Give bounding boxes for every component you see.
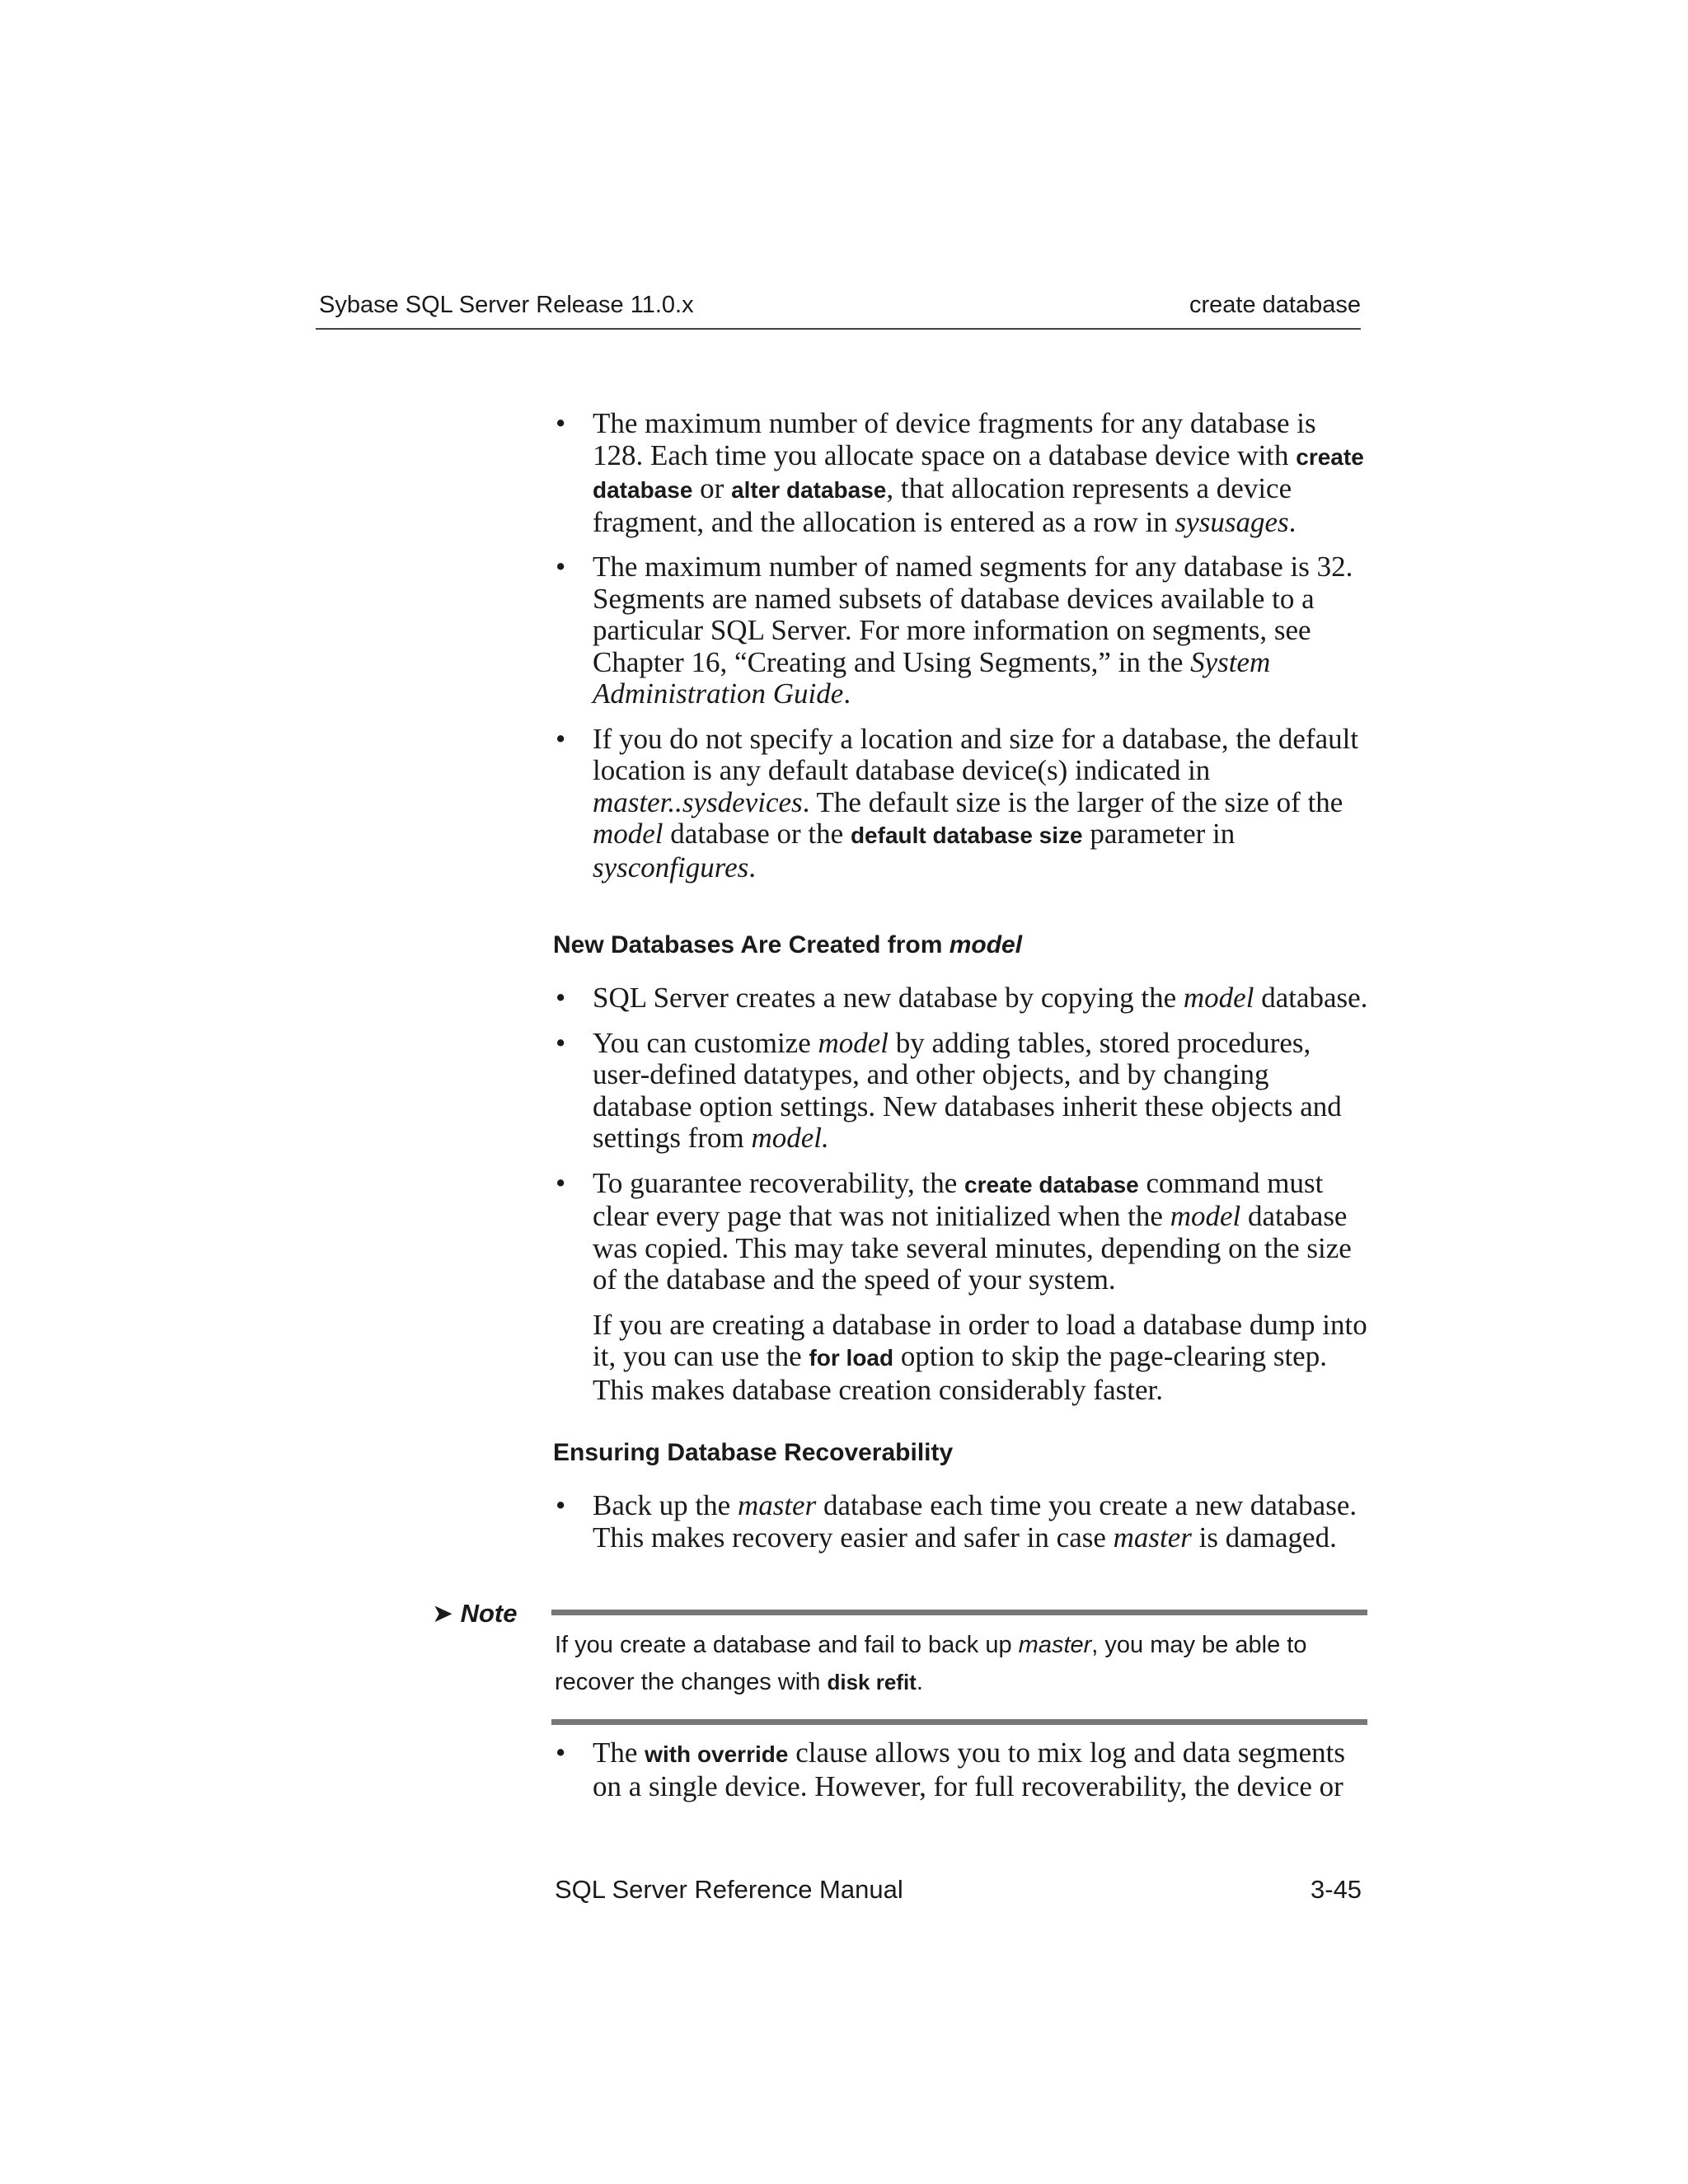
- table-name: sysusages: [1175, 505, 1289, 538]
- text: If you do not specify a location and size for a database, the default location is any default database device(s) indicated in: [593, 722, 1359, 786]
- text: Back up the: [593, 1489, 738, 1521]
- text: or: [692, 472, 732, 504]
- list-item: [553, 1028, 1369, 1155]
- text: database or the: [663, 818, 851, 850]
- text: If you are creating a database in order to load a database dump into it, you can use the: [593, 1308, 1367, 1372]
- text: database.: [1254, 982, 1368, 1014]
- note-top-rule: [551, 1610, 1367, 1615]
- database-name: master: [737, 1489, 817, 1521]
- list-item: [553, 408, 1369, 538]
- bullet-list-top: [553, 408, 1369, 883]
- note-label: ➤ Note: [432, 1599, 518, 1628]
- bullet-icon: •: [556, 407, 566, 439]
- book-title: System Administration Guide: [593, 645, 1271, 710]
- section-heading: New Databases Are Created from model: [553, 931, 1023, 958]
- page-number: 3-45: [1311, 1875, 1362, 1904]
- bullet-list-section2: [553, 1490, 1369, 1554]
- database-name: model: [1170, 1200, 1241, 1232]
- database-name: model.: [751, 1122, 829, 1154]
- text: The maximum number of device fragments for any database is 128. Each time you allocate space on a database device with: [593, 407, 1316, 471]
- database-name: master: [1113, 1521, 1192, 1554]
- text: command must clear every page that was not initialized when the: [593, 1166, 1324, 1232]
- header-section: create database: [1189, 292, 1361, 318]
- page-header: [316, 292, 1361, 330]
- bullet-icon: •: [556, 1166, 566, 1199]
- note-bottom-rule: [551, 1719, 1367, 1725]
- text: .: [1288, 505, 1296, 538]
- option-keyword: for load: [809, 1345, 894, 1371]
- header-rule: [316, 328, 1361, 330]
- note-box: [551, 1610, 1367, 1725]
- command-keyword: create database: [593, 443, 1364, 503]
- database-name: model: [1183, 982, 1254, 1014]
- main-content: [553, 408, 1369, 1567]
- database-name: model: [818, 1026, 889, 1059]
- text: You can customize: [593, 1026, 818, 1059]
- section-heading: Ensuring Database Recoverability: [553, 1439, 954, 1466]
- table-name: sysconfigures: [593, 851, 749, 883]
- command-keyword: alter database: [731, 477, 887, 503]
- header-title: Sybase SQL Server Release 11.0.x: [319, 292, 694, 318]
- database-name: model: [593, 818, 663, 850]
- bullet-icon: •: [556, 1736, 566, 1769]
- continued-content: [553, 1737, 1369, 1816]
- parameter-name: default database size: [850, 823, 1083, 848]
- text: , that allocation represents a device fragment, and the allocation is entered as a row in: [593, 472, 1292, 538]
- command-keyword: create database: [964, 1171, 1139, 1197]
- list-item: [553, 1490, 1369, 1554]
- bullet-list-bottom: [553, 1737, 1369, 1802]
- list-item: [553, 1168, 1369, 1407]
- database-name: model: [949, 931, 1023, 958]
- text: To guarantee recoverability, the: [593, 1166, 965, 1199]
- text: .: [748, 851, 756, 883]
- table-name: master..sysdevices: [593, 785, 803, 818]
- text: clause allows you to mix log and data segments on a single device. However, for full recoverability, the device or: [593, 1736, 1345, 1802]
- note-text: If you create a database and fail to back up master, you may be able to recover the changes with disk refit.: [555, 1632, 1307, 1695]
- text: database each time you create a new database. This makes recovery easier and safer in case: [593, 1489, 1357, 1554]
- text: database was copied. This may take several minutes, depending on the size of the database and the speed of your system.: [593, 1200, 1352, 1296]
- text: SQL Server creates a new database by copying the: [593, 982, 1184, 1014]
- text: The maximum number of named segments for any database is 32. Segments are named subsets of database devices available to a particular SQL Server. For more information on segments, see Chapter 16, “Creating and Using Segments,” in the: [593, 551, 1353, 678]
- bullet-list-section1: [553, 982, 1369, 1406]
- text: parameter in: [1082, 818, 1236, 850]
- text: .: [843, 677, 851, 710]
- bullet-icon: •: [556, 722, 566, 755]
- text: option to skip the page-clearing step. This makes database creation considerably faster.: [593, 1340, 1327, 1406]
- list-item: [553, 1737, 1369, 1802]
- bullet-icon: •: [556, 551, 566, 583]
- text: The: [593, 1736, 645, 1769]
- list-item: [553, 982, 1369, 1015]
- text: . The default size is the larger of the size of the: [802, 785, 1343, 818]
- bullet-icon: •: [556, 1026, 566, 1059]
- text: by adding tables, stored procedures, user-defined datatypes, and other objects, and by changing database option settings. New databases inherit these objects and settings from: [593, 1026, 1342, 1154]
- command-keyword: disk refit: [827, 1670, 917, 1694]
- text: is damaged.: [1191, 1521, 1337, 1554]
- list-item: [553, 724, 1369, 884]
- database-name: master: [1018, 1632, 1092, 1658]
- list-item: [553, 551, 1369, 710]
- bullet-icon: •: [556, 1489, 566, 1521]
- bullet-icon: •: [556, 982, 566, 1014]
- clause-keyword: with override: [645, 1741, 789, 1767]
- footer-title: SQL Server Reference Manual: [555, 1875, 903, 1904]
